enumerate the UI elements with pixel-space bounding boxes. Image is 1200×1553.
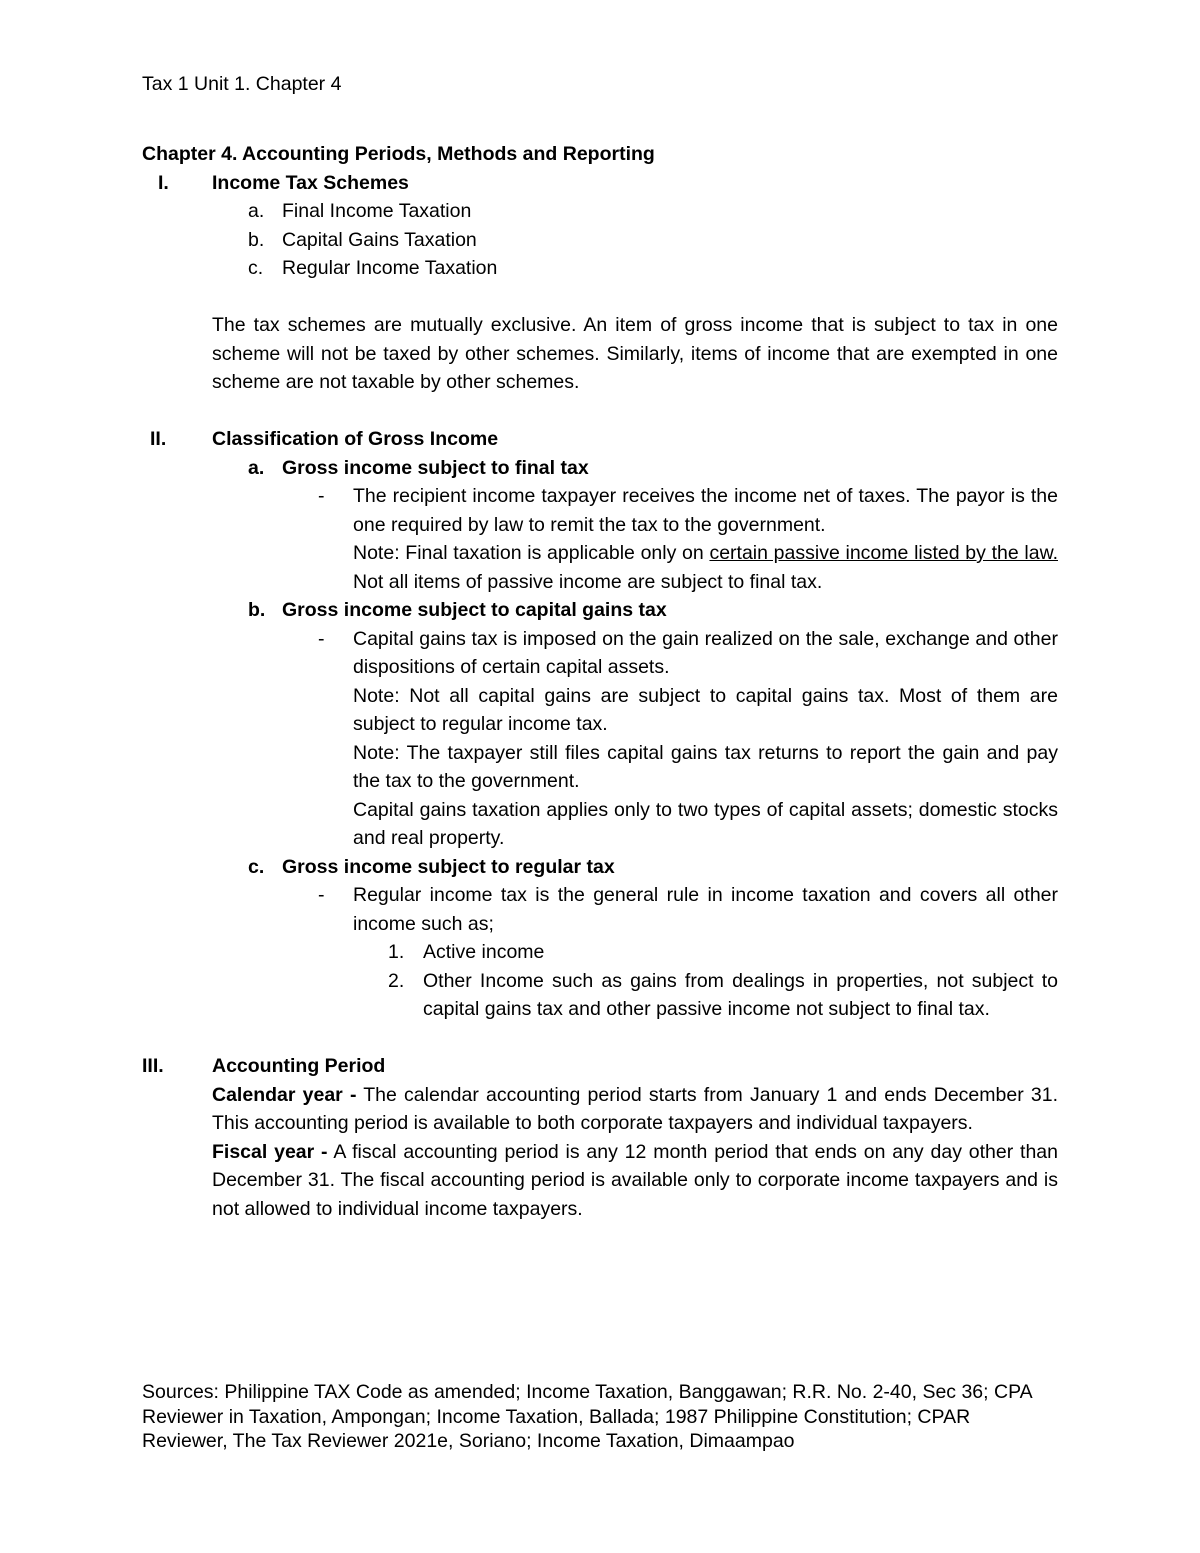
subsection-label: b.	[248, 599, 266, 621]
subsection-heading	[142, 596, 1058, 625]
note: Note: The taxpayer still files capital gains tax returns to report the gain and pay the tax to the government.	[353, 741, 1058, 792]
note	[142, 539, 1058, 596]
list-item	[142, 226, 1058, 255]
item-text: Active income	[423, 941, 545, 963]
definition-text: The calendar accounting period starts from January 1 and ends December 31. This accounting period is available to both corporate taxpayers and individual taxpayers.	[212, 1083, 1058, 1134]
bullet-text: Capital gains tax is imposed on the gain realized on the sale, exchange and other dispositions of certain capital assets.	[353, 627, 1058, 678]
dash-marker: -	[318, 627, 325, 650]
item-text: Other Income such as gains from dealings in properties, not subject to capital gains tax and other passive income not subject to final tax.	[423, 969, 1058, 1020]
numbered-item	[142, 938, 1058, 967]
subsection-heading	[142, 853, 1058, 882]
section-title: Income Tax Schemes	[212, 171, 409, 194]
term-label: Fiscal year -	[212, 1140, 328, 1163]
subsection-label: c.	[248, 855, 265, 878]
list-label: c.	[248, 257, 264, 279]
definition-text: A fiscal accounting period is any 12 month period that ends on any day other than December 31. The fiscal accounting period is available only to corporate income taxpayers and is not allowed to individual income taxpayers.	[212, 1140, 1059, 1220]
list-text: Capital Gains Taxation	[282, 228, 477, 251]
list-label: a.	[248, 200, 265, 222]
note-text: Not all items of passive income are subject to final tax.	[353, 570, 823, 593]
section-number: II.	[150, 428, 167, 450]
section-3-heading	[142, 1052, 1058, 1081]
bullet-item	[142, 625, 1058, 682]
bullet-text: Regular income tax is the general rule in income taxation and covers all other income such as;	[353, 884, 1058, 935]
section-1-heading	[142, 169, 1058, 198]
dash-marker: -	[318, 485, 325, 507]
term-label: Calendar year -	[212, 1083, 357, 1106]
subsection-label: a.	[248, 456, 265, 479]
underlined-text: certain passive income listed by the law.	[709, 542, 1058, 564]
section-title: Accounting Period	[212, 1055, 386, 1077]
bullet-item	[142, 482, 1058, 539]
sources-footer: Sources: Philippine TAX Code as amended; Income Taxation, Banggawan; R.R. No. 2-40, Sec 36; CPA Reviewer in Taxation, Ampongan; Income Taxation, Ballada; 1987 Philippine Constitution; CPAR Reviewer, The Tax Reviewer 2021e, Soriano; Income Taxation, Dimaampao	[142, 1381, 1032, 1452]
chapter-title: Chapter 4. Accounting Periods, Methods and Reporting	[142, 143, 655, 165]
calendar-year-paragraph	[212, 1081, 1058, 1138]
subsection-title: Gross income subject to regular tax	[282, 855, 615, 878]
note: Capital gains taxation applies only to two types of capital assets; domestic stocks and real property.	[353, 798, 1058, 849]
subsection-title: Gross income subject to capital gains tax	[282, 599, 667, 621]
subsection-title: Gross income subject to final tax	[282, 456, 589, 479]
note-text: Note: Final taxation is applicable only on	[353, 542, 710, 564]
note: Note: Not all capital gains are subject to capital gains tax. Most of them are subject to regular income tax.	[353, 684, 1058, 735]
dash-marker: -	[318, 884, 325, 906]
bullet-item	[142, 881, 1058, 938]
item-number: 2.	[388, 969, 405, 992]
page-header: Tax 1 Unit 1. Chapter 4	[142, 73, 342, 95]
list-label: b.	[248, 228, 265, 251]
item-number: 1.	[388, 941, 405, 963]
fiscal-year-paragraph	[212, 1138, 1058, 1224]
subsection-heading	[142, 454, 1058, 483]
section-number: III.	[142, 1055, 164, 1077]
numbered-item	[142, 967, 1058, 1024]
paragraph: The tax schemes are mutually exclusive. An item of gross income that is subject to tax in one scheme will not be taxed by other schemes. Similarly, items of income that are exempted in one scheme are not taxable by other schemes.	[212, 314, 1058, 393]
section-number: I.	[158, 171, 169, 194]
list-text: Regular Income Taxation	[282, 257, 498, 279]
bullet-text: The recipient income taxpayer receives the income net of taxes. The payor is the one required by law to remit the tax to the government.	[353, 485, 1058, 536]
list-text: Final Income Taxation	[282, 200, 472, 222]
section-title: Classification of Gross Income	[212, 428, 499, 450]
list-item	[142, 254, 1058, 283]
list-item	[142, 197, 1058, 226]
section-2-heading	[142, 425, 1058, 454]
document-body	[142, 140, 1058, 1223]
